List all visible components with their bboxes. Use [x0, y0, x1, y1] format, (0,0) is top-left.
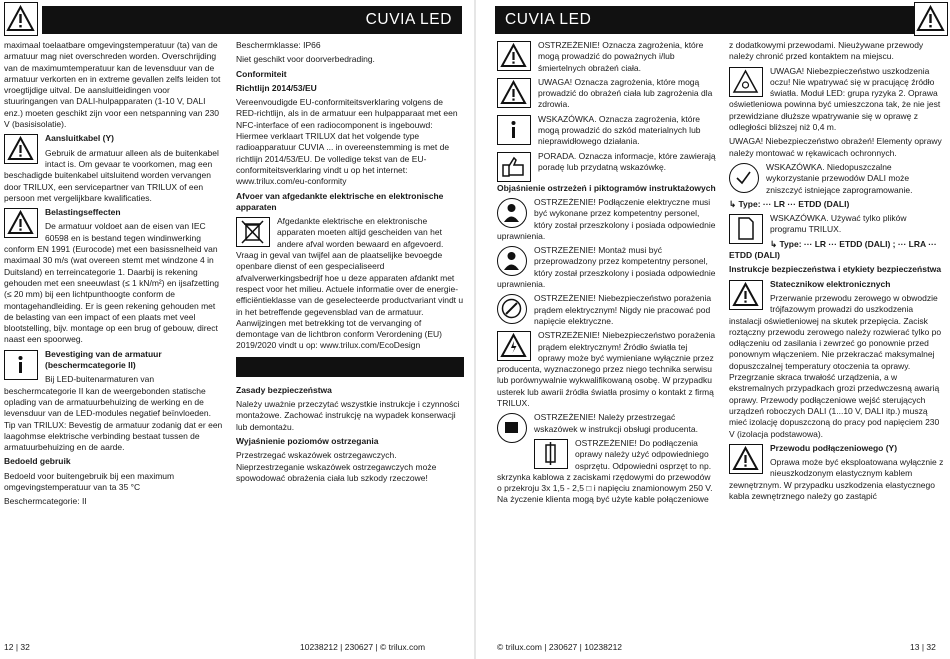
section-heading: Instrukcje bezpieczeństwa i etykiety bezpieczeństwa	[729, 264, 942, 275]
paragraph: PORADA. Oznacza informacje, które zawierają poradę lub przydatną wskazówkę.	[538, 150, 716, 172]
paragraph: Należy uważnie przeczytać wszystkie instrukcje i czynności montażowe. Zachować instrukcję na wypadek konserwacji lub demontażu.	[236, 399, 460, 432]
warning-triangle-icon	[497, 41, 531, 71]
section-heading: Wyjaśnienie poziomów ostrzegania	[236, 435, 379, 446]
paragraph: Przestrzegać wskazówek ostrzegawczych. Nieprzestrzeganie wskazówek ostrzegawczych może spowodować obrażenia ciała lub szkody rzeczowe!	[236, 450, 437, 483]
paragraph: Vereenvoudigde EU-conformiteitsverklaring volgens de RED-richtlijn, als in de armatuur een hulpapparaat met een NFC-interface of een radiocomponent is ingebouwd: Hiermee verklaart TRILUX dat het volgende type radioapparatuur CUVIA ... in overeenstemming is met de richtlijn 2014/53/EU. De volledige tekst van de EU-conformiteitsverklaring vindt u op het internet: www.trilux.com/eu-conformity	[236, 97, 458, 187]
paragraph: Oprawa może być eksploatowana wyłącznie z nieuszkodzonym elastycznym kablem zewnętrznym. W przypadku uszkodzenia elastycznego kabla zewnętrznego należy go zastąpić	[729, 457, 944, 501]
section-heading: Przewodu podłączeniowego (Y)	[770, 442, 898, 453]
paragraph: Beschermcategorie: II	[4, 496, 87, 507]
tip-hand-icon	[497, 152, 531, 182]
paragraph: Beschermklasse: IP66	[236, 40, 321, 50]
page-header	[495, 6, 915, 34]
footer-reference: 10238212 | 230627 | © trilux.com	[300, 642, 426, 652]
paragraph: Gebruik de armatuur alleen als de buitenkabel intact is. Om gevaar te voorkomen, mag een beschadigde buitenkabel uitsluitend worden vervangen door TRILUX, een servicepartner van TRILUX of een persoon met vergelijkbare kwalificaties.	[4, 147, 219, 203]
section-heading: Zasady bezpieczeństwa	[236, 384, 332, 395]
electrician-icon	[497, 198, 527, 228]
paragraph: OSTRZEŻENIE! Do podłączenia oprawy należy użyć odpowiedniego osprzętu. Odpowiedni osprzęt to np. skrzynka kablowa z zaciskami rzędowymi do przewodów o przekroju 3x 1,5 - 2,5 □ i napięciu znamionowym 250 V. Na życzenie klienta mogą być użyte kable połączeniowe	[497, 437, 713, 505]
paragraph: OSTRZEŻENIE! Montaż musi być przeprowadzony przez kompetentny personel, który został przeszkolony i posiada odpowiednie uprawnienia.	[497, 245, 716, 290]
paragraph: OSTRZEŻENIE! Podłączenie elektryczne musi być wykonane przez kompetentny personel, który został przeszkolony i posiada odpowiednie uprawnienia.	[497, 196, 716, 241]
disconnect-power-icon	[497, 294, 527, 324]
software-file-icon	[729, 214, 763, 244]
paragraph: Bedoeld voor buitengebruik bij een maximum omgevingstemperatuur van ta 35 °C	[4, 470, 175, 492]
section-heading: Conformiteit	[236, 68, 287, 79]
paragraph: WSKAZÓWKA. Używać tylko plików programu TRILUX.	[770, 213, 907, 235]
paragraph: maximaal toelaatbare omgevingstemperatuur (ta) van de armatuur mag niet overschreden worden. Overschrijding van de maximumtemperatuur kan de levensduur van de armatuur verkorten en in extreme gevallen zelfs leiden tot vroegtijdige uitval. De aansluitleidingen voor stuuringangen van DALI-hulpapparaten (1-10 V, DALI enz.) moeten geschikt zijn voor een netspanning van 230 V (basisisolatie).	[4, 40, 221, 130]
warning-triangle-icon	[4, 208, 38, 238]
installer-icon	[497, 246, 527, 276]
crossed-bin-icon	[236, 217, 270, 247]
connector-icon	[534, 439, 568, 469]
section-heading: Bevestiging van de armatuur (beschermcategorie II)	[45, 348, 162, 371]
text-column-1	[4, 40, 224, 511]
page-13	[480, 0, 950, 659]
paragraph: z dodatkowymi przewodami. Nieużywane przewody należy chronić przed kontaktem na miejscu.	[729, 40, 924, 62]
warning-triangle-icon	[729, 280, 763, 310]
paragraph: WSKAZÓWKA. Niedopuszczalne wykorzystanie przewodów DALI może zniszczyć istniejące zaprogramowanie.	[766, 161, 913, 195]
text-column-3	[497, 40, 717, 509]
info-icon	[497, 115, 531, 145]
text-column-4	[729, 40, 944, 505]
section-heading: Bedoeld gebruik	[4, 456, 71, 467]
paragraph: WSKAZÓWKA. Oznacza zagrożenia, które mogą prowadzić do szkód materialnych lub nieprawidłowego działania.	[538, 113, 701, 147]
page-12	[0, 0, 470, 659]
paragraph: UWAGA! Niebezpieczeństwo uszkodzenia oczu! Nie wpatrywać się w pracującę źródło światła. Moduł LED: grupa ryzyka 2. Oprawa oświetleniowa powinna być umieszczona tak, że nie jest przewidziane dłuższe wpatrywanie się w oprawę z odległości bliższej niż 0,4 m.	[729, 65, 941, 133]
paragraph: Afgedankte elektrische en elektronische apparaten moeten altijd gescheiden van het andere afval worden bewaard en afgevoerd. Vraag in geval van twijfel aan de plaatselijke bevoegde openbare dienst of een gespecialiseerd afvalverwerkingsbedrijf hoe u deze apparaten afdankt met respect voor het milieu. Actuele informatie over de energie-efficiëntieklasse van de geselecteerde productvariant vindt u in het betreffende gegevensblad van de armatuur. Aanwijzingen met betrekking tot de vervanging of demontage van de lichtbron conform Verordening (EU) 2019/2020 vindt u op: www.trilux.com/EcoDesign	[236, 216, 464, 351]
text-column-2	[236, 40, 464, 487]
eye-hazard-icon	[729, 67, 763, 97]
warning-triangle-icon	[4, 134, 38, 164]
page-header	[42, 6, 462, 34]
paragraph: De armatuur voldoet aan de eisen van IEC 60598 en is bestand tegen windinwerking conform EN 1991 (Eurocode) met een basissnelheid van maximaal 30 m/s (wat overeen stemt met windzone 4 in Duitsland) en terreincategorie 1. Daarbij is rekening gehouden met een sneeuwlast (≤ 1 kN/m²) en ijsafzetting (≤ 20 mm) bij een lichtpunthoogte conform de montagehandleiding. Er is geen rekening gehouden met de belasting van een impact of een plaats met veel blootstelling, bijv. montage op een brug of gebouw, direct naast een spoorweg.	[4, 221, 219, 345]
section-heading: Afvoer van afgedankte elektrische en elektronische apparaten	[236, 190, 444, 212]
paragraph: OSTRZEŻENIE! Niebezpieczeństwo porażenia prądem elektrycznym! Nigdy nie pracować pod napięcie elektryczne.	[534, 293, 712, 326]
footer-reference: © trilux.com | 230627 | 10238212	[497, 642, 623, 652]
paragraph: Bij LED-buitenarmaturen van beschermcategorie II kan de weergebonden statische oplading van de armatuurbehuizing de werking en de levensduur van de LED-modules negatief beïnvloeden. Tip van TRILUX: Bevestig de armatuur zodanig dat er een laagohmse elektrische verbinding bestaat tussen de armatuurbehuizing en de aarde.	[4, 374, 223, 453]
header-title: CUVIA LED	[505, 11, 592, 28]
section-divider-bar	[236, 357, 464, 377]
warning-triangle-icon	[4, 2, 38, 36]
type-note: ↳ Type: ··· LR ··· ETDD (DALI)	[729, 198, 850, 209]
info-icon	[4, 350, 38, 380]
section-heading: Objaśnienie ostrzeżeń i piktogramów instruktażowych	[497, 182, 716, 193]
section-heading: Aansluitkabel (Y)	[45, 133, 114, 144]
page-number: 12 | 32	[4, 642, 30, 652]
warning-triangle-icon	[914, 2, 948, 36]
paragraph: UWAGA! Oznacza zagrożenia, które mogą prowadzić do obrażeń ciała lub zagrożenia dla zdrowia.	[538, 76, 713, 110]
paragraph: OSTRZEŻENIE! Niebezpieczeństwo porażenia prądem elektrycznym! Źródło światła tej oprawy może być wymieniane wyłącznie przez producenta, wyznaczonego przez niego technika serwisu lub porównywalnie wykwalifikowaną osobę. W przypadku usterek lub awarii źródła światła prosimy o kontakt z firmą TRILUX.	[497, 330, 716, 409]
paragraph: Niet geschikt voor doorverbedrading.	[236, 54, 375, 65]
warning-triangle-icon	[729, 444, 763, 474]
electric-shock-icon	[497, 331, 531, 361]
section-heading: Statecznikow elektronicznych	[770, 278, 891, 289]
paragraph: Przerwanie przewodu zerowego w obwodzie trójfazowym prowadzi do uszkodzenia instalacji oświetleniowej na skutek przepięcia. Zacisk roztączny przewodu zerowego należy rozwierać tylko po odłączeniu od zasilania i zewrzeć go ponownie przed ponownym włączeniem. Nie przekraczać maksymalnej dopuszczalnej temperatury otoczenia ta oprawy. Przegrzanie skraca trwałość urządzenia, a w ekstremalnych przypadkach grozi przedwczesną awarią oprawy. Przewody podłączeniowe wejść sterujących urządzeń roboczych DALI (1...10 V, DALI itp.) muszą mieć izolację dopuszczoną do pracy pod napięciem 230 V (izolacja podstawowa).	[729, 292, 942, 439]
check-circle-icon	[729, 163, 759, 193]
section-heading: Richtlijn 2014/53/EU	[236, 82, 317, 93]
page-gutter	[474, 0, 476, 659]
paragraph: OSTRZEŻENIE! Oznacza zagrożenia, które mogą prowadzić do poważnych i/lub śmiertelnych obrażeń ciała.	[538, 40, 704, 73]
paragraph: UWAGA! Niebezpieczeństwo obrażeń! Elementy oprawy należy montować w rękawicach ochronnych.	[729, 136, 942, 158]
warning-triangle-icon	[497, 78, 531, 108]
type-note: ↳ Type: ··· LR ··· ETDD (DALI) ; ··· LRA ··· ETDD (DALI)	[729, 238, 937, 261]
paragraph: OSTRZEŻENIE! Należy przestrzegać wskazówek w instrukcji obsługi producenta.	[534, 412, 698, 434]
header-title: CUVIA LED	[365, 11, 452, 28]
page-number: 13 | 32	[910, 642, 936, 652]
section-heading: Belastingseffecten	[45, 207, 121, 218]
read-manual-icon	[497, 413, 527, 443]
